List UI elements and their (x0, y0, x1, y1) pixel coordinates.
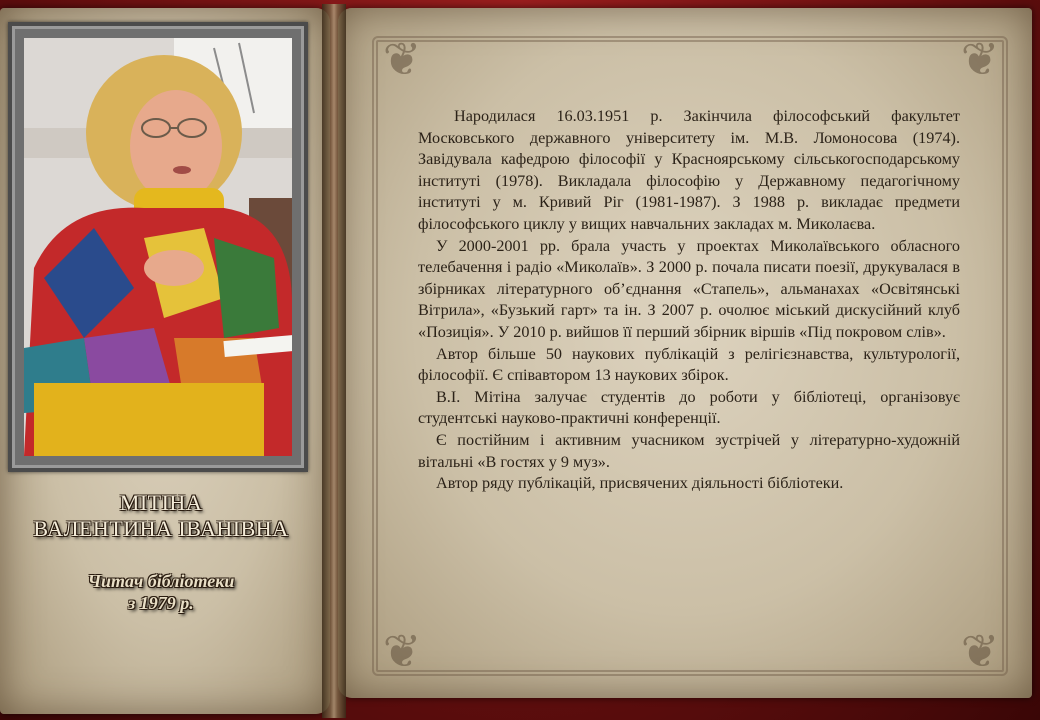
person-name (0, 490, 322, 542)
reader-label: Читач бібліотеки (87, 571, 235, 591)
portrait-frame (8, 22, 308, 472)
bio-paragraph: Є постійним і активним учасником зустрічей у літературно-художній вітальні «В гостях у 9 муз». (418, 430, 960, 471)
portrait-photo (24, 38, 292, 456)
portrait-illustration-icon (24, 38, 292, 456)
biography-text (418, 106, 960, 495)
bio-paragraph: В.І. Мітіна залучає студентів до роботи у бібліотеці, організовує студентські науково-практичні конференції. (418, 387, 960, 428)
bio-paragraph: Народилася 16.03.1951 р. Закінчила філософський факультет Московського державного університету ім. М.В. Ломоносова (1974). Завідувала кафедрою філософії у Красноярському сільськогосподарському інституті (1978). Викладала філософію у Державному педагогічному інституті у м. Кривий Ріг (1981-1987). З 1988 р. викладає предмети філософського циклу у вищих навчальних закладах м. Миколаєва. (418, 107, 960, 233)
floral-corner-ornament-icon: ❦ (960, 626, 1000, 677)
reader-since (0, 570, 322, 614)
book-spine (322, 4, 346, 718)
bio-paragraph: У 2000-2001 рр. брала участь у проектах Миколаївського обласного телебачення і радіо «Миколаїв». З 2000 р. почала писати поезії, друкувалася в збірниках літературного об’єднання «Стапель», альманахах «Освітянські Вітрила», «Бузький гарт» та ін. З 2007 р. очолює міський дискусійний клуб «Позиція». У 2010 р. вийшов її перший збірник віршів «Під покровом слів». (418, 236, 960, 341)
reader-year: з 1979 р. (128, 593, 194, 613)
floral-corner-ornament-icon: ❦ (382, 34, 422, 85)
person-surname: МІТІНА (119, 490, 203, 515)
floral-corner-ornament-icon: ❦ (960, 34, 1000, 85)
bio-paragraph: Автор ряду публікацій, присвячених діяльності бібліотеки. (436, 474, 844, 493)
bio-paragraph: Автор більше 50 наукових публікацій з релігієзнавства, культурології, філософії. Є співавтором 13 наукових збірок. (418, 344, 960, 385)
person-given-names: ВАЛЕНТИНА ІВАНІВНА (33, 516, 289, 541)
floral-corner-ornament-icon: ❦ (382, 626, 422, 677)
